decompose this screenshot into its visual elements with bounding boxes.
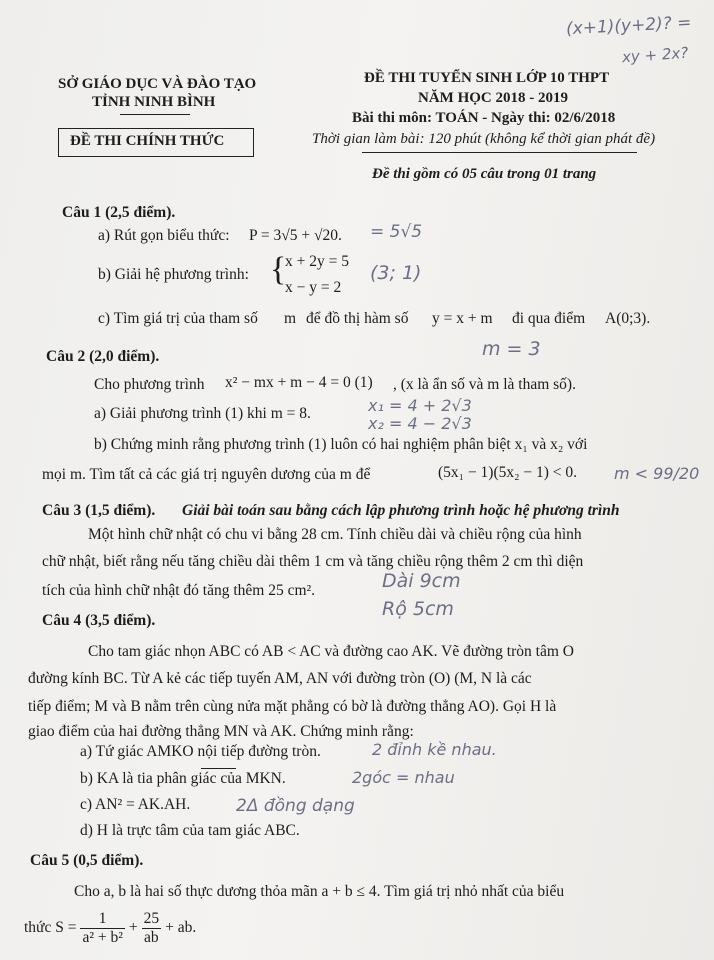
system-brace-icon: { <box>270 251 287 288</box>
q4-line4: giao điểm của hai đường thẳng MN và AK. Chứng minh rằng: <box>28 723 414 740</box>
handwriting-q2a-1: x₁ = 4 + 2√3 <box>368 396 472 415</box>
handwriting-top-1: (x+1)(y+2)? = <box>565 12 692 40</box>
province-name: TỈNH NINH BÌNH <box>92 94 216 110</box>
q1-b-eq1: x + 2y = 5 <box>285 253 349 270</box>
q2-intro-eq: x² − mx + m − 4 = 0 (1) <box>225 374 373 391</box>
handwriting-q4b: 2góc = nhau <box>352 768 455 787</box>
q1-c-mid: để đồ thị hàm số <box>306 310 409 327</box>
time-limit: Thời gian làm bài: 120 phút (không kể thời gian phát đề) <box>312 131 656 147</box>
q4-a: a) Tứ giác AMKO nội tiếp đường tròn. <box>80 743 321 760</box>
q1-c-pre: c) Tìm giá trị của tham số <box>98 310 258 327</box>
school-year: NĂM HỌC 2018 - 2019 <box>418 90 568 106</box>
q3-line3: tích của hình chữ nhật đó tăng thêm 25 cm². <box>42 582 316 599</box>
q5-formula-post: + ab. <box>165 919 197 936</box>
q2-intro-post: , (x là ẩn số và m là tham số). <box>393 376 576 393</box>
handwriting-q1a: = 5√5 <box>370 222 423 242</box>
q1-c-m: m <box>284 310 297 327</box>
q5-plus: + <box>128 919 138 936</box>
handwriting-top-2: xy + 2x? <box>621 43 689 67</box>
handwriting-q2b: m < 99/20 <box>614 464 700 483</box>
q5-fraction-2-num: 25 <box>143 909 160 927</box>
handwriting-q1c: m = 3 <box>482 338 541 360</box>
q4-title: Câu 4 (3,5 điểm). <box>42 612 156 629</box>
q3-title: Câu 3 (1,5 điểm). <box>42 502 156 519</box>
official-label: ĐỀ THI CHÍNH THỨC <box>70 133 225 149</box>
q5-fraction-2 <box>142 910 162 947</box>
handwriting-q2a-2: x₂ = 4 − 2√3 <box>368 414 472 433</box>
page-count: Đề thi gồm có 05 câu trong 01 trang <box>372 166 597 182</box>
q4-c: c) AN² = AK.AH. <box>80 796 191 813</box>
q5-line1: Cho a, b là hai số thực dương thỏa mãn a + b ≤ 4. Tìm giá trị nhỏ nhất của biểu <box>74 883 565 900</box>
q2-b-line2: mọi m. Tìm tất cả các giá trị nguyên dương của m để <box>42 466 371 483</box>
q2-b-expr: (5x₁ − 1)(5x₂ − 1) < 0. <box>438 464 578 481</box>
q5-title: Câu 5 (0,5 điểm). <box>30 852 144 869</box>
q3-line2: chữ nhật, biết rằng nếu tăng chiều dài thêm 1 cm và tăng chiều rộng thêm 2 cm thì diện <box>42 553 584 570</box>
handwriting-q3-length: Dài 9cm <box>382 570 461 592</box>
handwriting-q4a: 2 đỉnh kề nhau. <box>372 740 497 759</box>
q5-fraction-2-den: ab <box>144 928 159 946</box>
q4-line2: đường kính BC. Từ A kẻ các tiếp tuyến AM, AN với đường tròn (O) (M, N là các <box>28 670 532 687</box>
exam-title: ĐỀ THI TUYỂN SINH LỚP 10 THPT <box>364 70 610 86</box>
q2-b-line1: b) Chứng minh rằng phương trình (1) luôn có hai nghiệm phân biệt x₁ và x₂ với <box>94 436 588 453</box>
q1-b-eq2: x − y = 2 <box>285 279 342 296</box>
q5-formula <box>24 906 196 950</box>
q5-fraction-1-num: 1 <box>80 910 124 929</box>
q1-c-point: A(0;3). <box>605 310 651 327</box>
q1-c-func: y = x + m <box>432 310 493 327</box>
header-underline-right <box>362 152 637 153</box>
q1-a-text: a) Rút gọn biểu thức: <box>98 227 230 244</box>
department-name: SỞ GIÁO DỤC VÀ ĐÀO TẠO <box>58 76 257 92</box>
header-underline-left <box>120 114 190 115</box>
q4-d: d) H là trực tâm của tam giác ABC. <box>80 822 300 839</box>
q5-fraction-1-den: a² + b² <box>82 928 123 946</box>
q2-title: Câu 2 (2,0 điểm). <box>46 348 160 365</box>
subject-date: Bài thi môn: TOÁN - Ngày thi: 02/6/2018 <box>352 110 616 126</box>
handwriting-q1b: (3; 1) <box>370 262 422 284</box>
q5-formula-pre: thức S = <box>24 919 77 936</box>
q1-c-post: đi qua điểm <box>512 310 586 327</box>
q4-line3: tiếp điểm; M và B nằm trên cùng nửa mặt phẳng có bờ là đường thẳng AO). Gọi H là <box>28 698 557 715</box>
handwriting-q4c: 2Δ đồng dạng <box>236 796 355 816</box>
q3-instruction: Giải bài toán sau bằng cách lập phương trình hoặc hệ phương trình <box>182 502 620 519</box>
q2-a: a) Giải phương trình (1) khi m = 8. <box>94 405 311 422</box>
q4-b: b) KA là tia phân giác của MKN. <box>80 770 286 787</box>
q1-a-expr: P = 3√5 + √20. <box>249 227 342 244</box>
handwriting-q3-width: Rộ 5cm <box>382 598 454 620</box>
arc-overline <box>201 768 236 769</box>
q2-intro-pre: Cho phương trình <box>94 376 205 393</box>
q4-line1: Cho tam giác nhọn ABC có AB < AC và đường cao AK. Vẽ đường tròn tâm O <box>88 643 574 660</box>
q5-fraction-1 <box>80 910 124 947</box>
q3-line1: Một hình chữ nhật có chu vi bằng 28 cm. Tính chiều dài và chiều rộng của hình <box>88 526 582 543</box>
q1-b-text: b) Giải hệ phương trình: <box>98 266 249 283</box>
q1-title: Câu 1 (2,5 điểm). <box>62 204 176 221</box>
